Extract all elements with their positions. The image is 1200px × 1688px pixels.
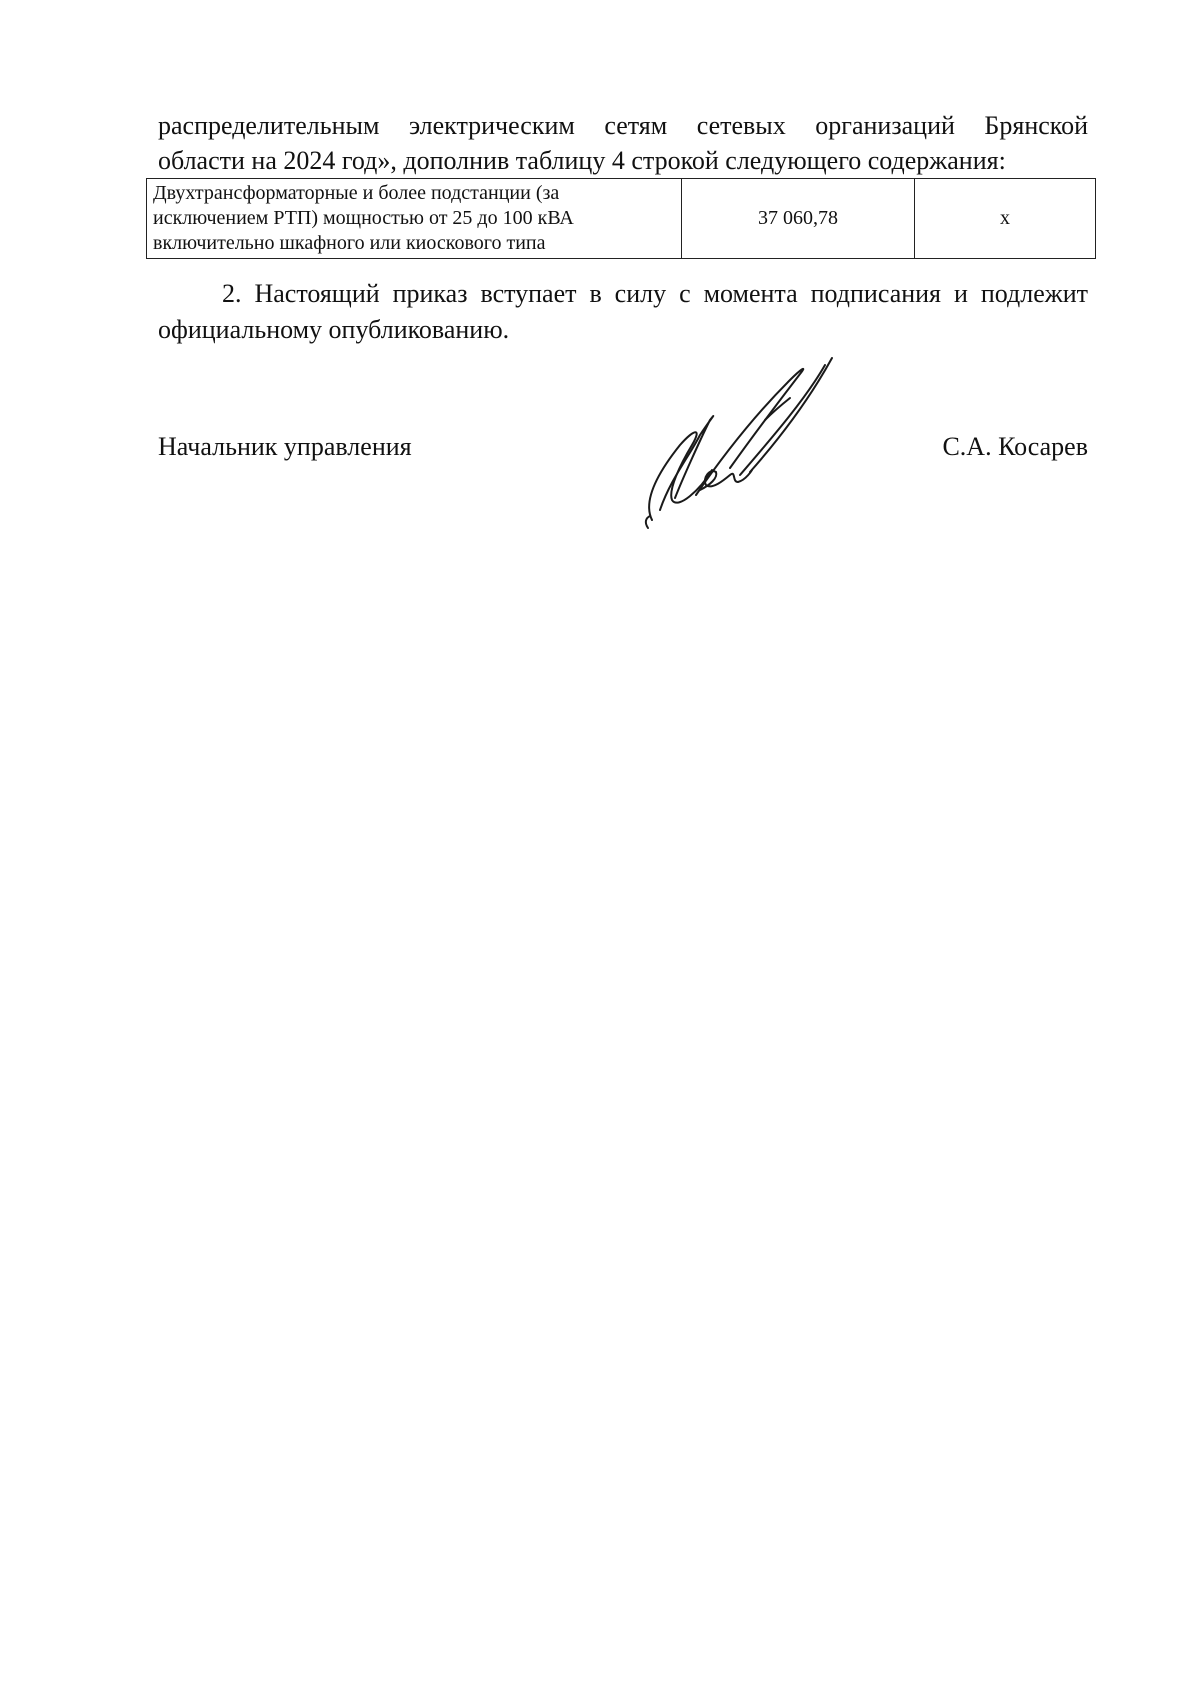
paragraph2-line-2: официальному опубликованию. — [158, 315, 510, 344]
row-value-cell: 37 060,78 — [682, 179, 915, 259]
inserted-row-table — [146, 178, 1096, 259]
row-name-line: включительно шкафного или киоскового типа — [153, 232, 546, 254]
intro-line-1: распределительным электрическим сетям сетевых организаций Брянской — [158, 111, 1088, 140]
intro-paragraph — [158, 108, 1088, 178]
intro-line-2: области на 2024 год», дополнив таблицу 4 строкой следующего содержания: — [158, 146, 1006, 175]
handwritten-signature — [640, 350, 900, 540]
row-mark-cell: х — [915, 179, 1096, 259]
table-row — [147, 179, 1096, 259]
signer-title: Начальник управления — [158, 432, 412, 461]
signer-name: С.А. Косарев — [942, 432, 1088, 461]
effective-date-paragraph — [158, 276, 1088, 348]
paragraph2-line-1: 2. Настоящий приказ вступает в силу с момента подписания и подлежит — [222, 279, 1088, 308]
row-name-line: Двухтрансформаторные и более подстанции (за — [153, 182, 560, 204]
row-name-line: исключением РТП) мощностью от 25 до 100 кВА — [153, 207, 574, 229]
row-name-cell — [147, 179, 682, 259]
